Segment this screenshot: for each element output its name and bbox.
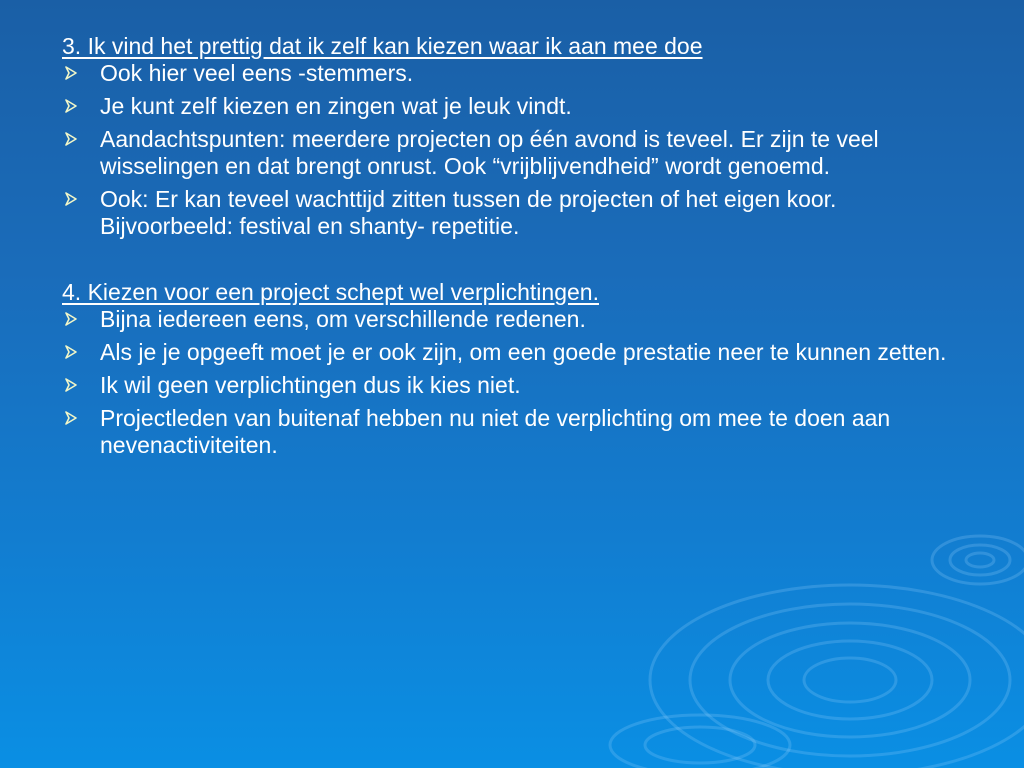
section-heading-3: 3. Ik vind het prettig dat ik zelf kan kiezen waar ik aan mee doe — [62, 33, 703, 59]
bullet-text: Ook hier veel eens -stemmers. — [100, 60, 414, 86]
bullet-item — [62, 339, 962, 366]
arrow-bullet-icon — [64, 192, 78, 206]
bullet-text: Bijna iedereen eens, om verschillende redenen. — [100, 306, 586, 332]
bullet-text: Ik wil geen verplichtingen dus ik kies niet. — [100, 372, 521, 398]
bullet-item — [62, 372, 962, 399]
slide-content — [62, 32, 962, 465]
bullet-item — [62, 93, 962, 120]
bullet-list-section-3 — [62, 60, 962, 240]
bullet-item — [62, 60, 962, 87]
arrow-bullet-icon — [64, 132, 78, 146]
bullet-text: Ook: Er kan teveel wachttijd zitten tussen de projecten of het eigen koor. Bijvoorbeeld: festival en shanty- repetitie. — [100, 186, 837, 239]
arrow-bullet-icon — [64, 378, 78, 392]
arrow-bullet-icon — [64, 411, 78, 425]
arrow-bullet-icon — [64, 312, 78, 326]
bullet-item — [62, 306, 962, 333]
arrow-bullet-icon — [64, 345, 78, 359]
section-heading-4: 4. Kiezen voor een project schept wel verplichtingen. — [62, 279, 599, 305]
bullet-item — [62, 126, 962, 180]
bullet-text: Je kunt zelf kiezen en zingen wat je leuk vindt. — [100, 93, 572, 119]
bullet-item — [62, 186, 962, 240]
bullet-text: Projectleden van buitenaf hebben nu niet de verplichting om mee te doen aan nevenactiviteiten. — [100, 405, 891, 458]
bullet-item — [62, 405, 962, 459]
bullet-text: Aandachtspunten: meerdere projecten op één avond is teveel. Er zijn te veel wisselingen en dat brengt onrust. Ook “vrijblijvendheid” wordt genoemd. — [100, 126, 879, 179]
arrow-bullet-icon — [64, 66, 78, 80]
arrow-bullet-icon — [64, 99, 78, 113]
bullet-list-section-4 — [62, 306, 962, 459]
bullet-text: Als je je opgeeft moet je er ook zijn, om een goede prestatie neer te kunnen zetten. — [100, 339, 947, 365]
